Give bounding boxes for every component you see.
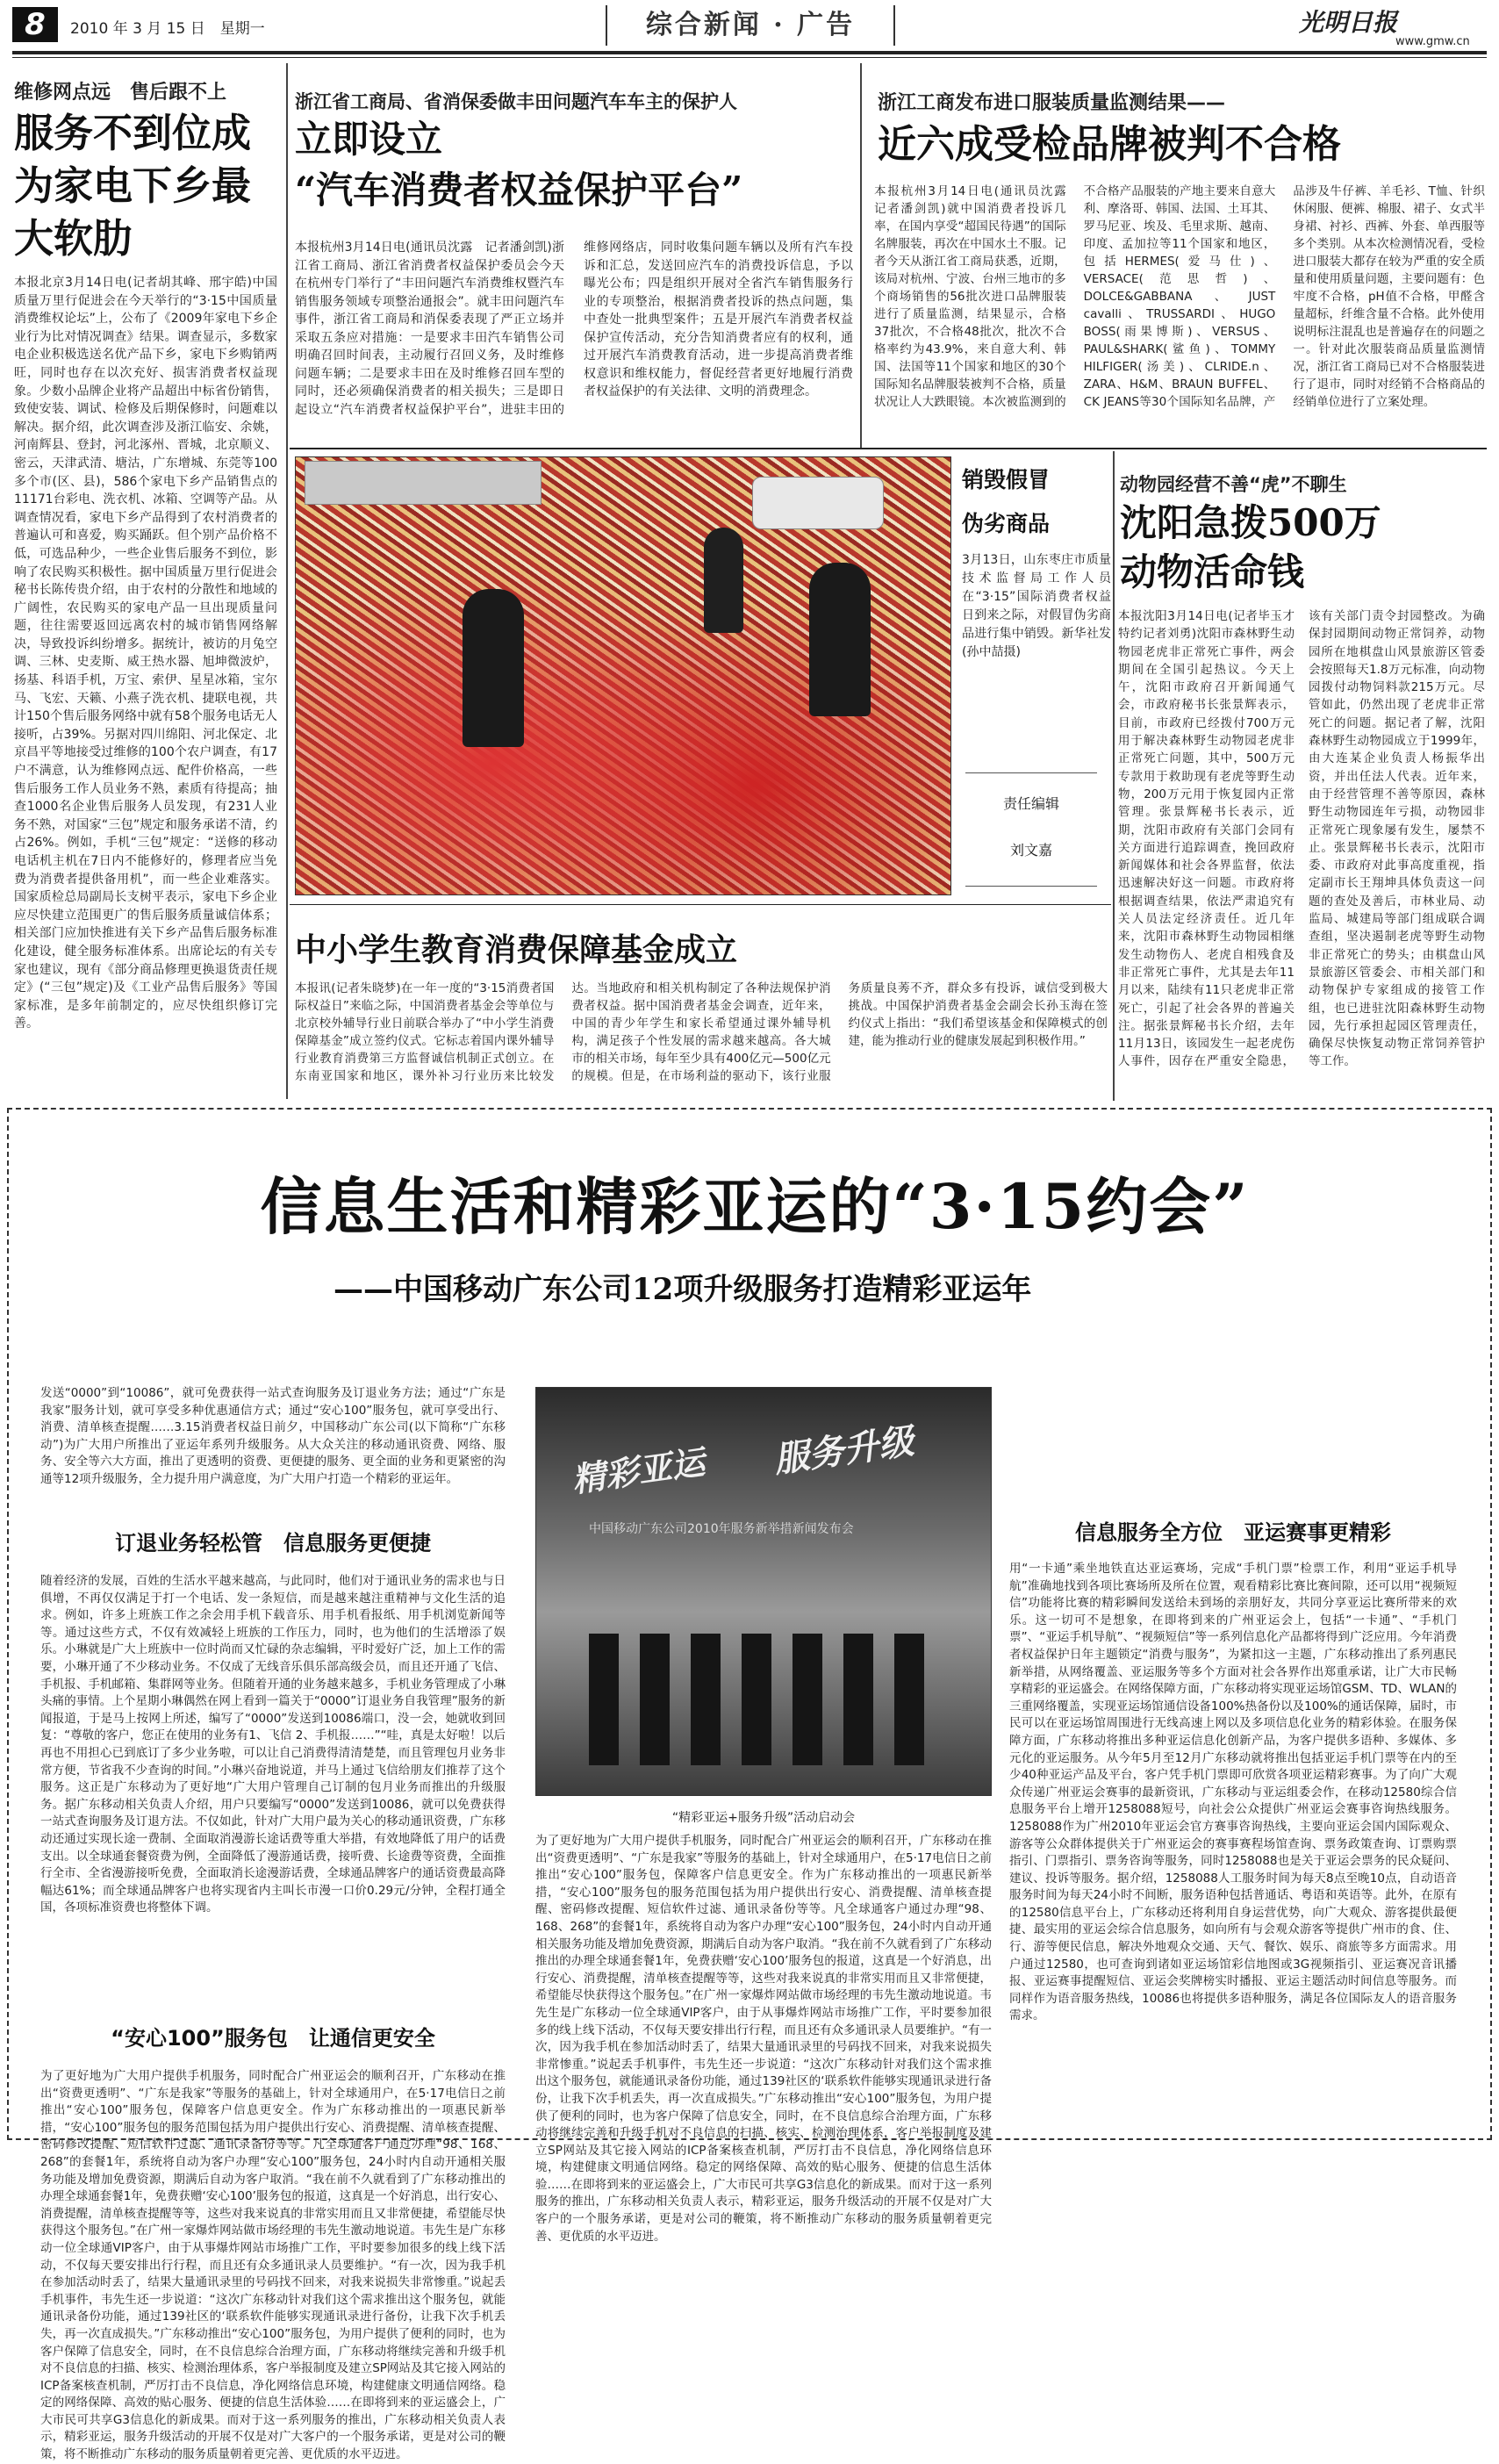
clothing-kicker: 浙江工商发布进口服装质量监测结果—— xyxy=(878,92,1226,114)
photo-banner-sub: 中国移动广东公司2010年服务新举措新闻发布会 xyxy=(589,1522,854,1536)
left-article-kicker: 维修网点远 售后跟不上 xyxy=(14,82,227,104)
photo-caption-text: 3月13日，山东枣庄市质量技术监督局工作人员在“3·15”国际消费者权益日到来之际，对假冒伪劣商品进行集中销毁。新华社发(孙中喆摄) xyxy=(962,553,1111,659)
editor-label: 责任编辑 xyxy=(1002,795,1059,812)
advert-section3-body: 用“一卡通”乘坐地铁直达亚运赛场，完成“手机门票”检票工作，利用“亚运手机导航”准确地找到各项比赛场所及所在位置，观看精彩比赛比赛间隙，还可以用“视频短信”功能将比赛的精彩瞬间发送给未到场的亲朋好友，共同分享亚运比赛所带来的欢乐。这一切可不是想象，在即将到来的广州亚运会上，包括“一卡通”、“手机门票”、“亚运手机导航”、“视频短信”等一系列信息化产品都将得到广泛应用。今年消费者权益保护日年主题锁定“消费与服务”，为紧扣这一主题，广东移动推出了系列惠民新举措，从网络覆盖、亚运服务等多个方面对社会各界作出郑重承诺，让广大市民畅享精彩的亚运盛会。在网络保障方面，广东移动将实现亚运场馆GSM、TD、WLAN的三重网络覆盖，实现亚运场馆通信设备100%热备份以及100%的通话保障，届时，市民可以在亚运场馆周围进行无线高速上网以及多项信息化业务的精彩体验。在服务保障方面，广东移动将推出多种亚运信息化创新产品，为客户提供多语种、多媒体、多元化的亚运服务。从今年5月至12月广东移动就将推出包括亚运手机门票等在内的至少40种亚运产品及平台，客户凭手机门票即可欣赏各项亚运精彩赛事。为了向广大观众传递广州亚运会赛事的最新资讯，广东移动与亚运组委会作，在移动12580综合信息服务平台上增开1258088短号，向社会公众提供广州亚运会赛事咨询热线服务。1258088作为广州2010年亚运会官方赛事咨询热线，主要向亚运会国内国际观众、游客等公众群体提供关于广州亚运会的赛事赛程场馆查询、票务政策查询、订票购票指引、门票指引、票务咨询等服务，同时1258088也是关于亚运会票务的民众疑问、建议、投诉等服务。据介绍，1258088人工服务时间为每天8点至晚10点，自动语音服务时间为每天24小时不间断，服务语种包括普通话、粤语和英语等。此外，在原有的12580信息平台上，广东移动还将利用自身运营优势，向广大观众、游客提供最便捷、最实用的亚运会综合信息服务，如向所有与会观众游客等提供广州市的食、住、行、游等便民信息，解决外地观众交通、天气、餐饮、娱乐、商旅等多方面需求。用户通过12580，也可查询到诸如亚运场馆彩信地图或3G视频指引、亚运赛况音讯播报、亚运赛事提醒短信、亚运会奖牌榜实时播报、亚运主题活动时间信息等服务。而同样作为语音服务热线，10086也将提供多语种服务，满足各位国际友人的语音服务需求。 xyxy=(1009,1562,1457,2023)
editor-name: 刘文嘉 xyxy=(1009,842,1052,858)
advert-middle-text-content: 为了更好地为广大用户提供手机服务，同时配合广州亚运会的顺利召开，广东移动在推出“资费更透明”、“广东是我家”等服务的基础上，针对全球通用户，在5·17电信日之前推出“安心100”服务包，保障客户信息更安全。作为广东移动推出的一项惠民新举措，“安心100”服务包的服务范围包括为用户提供出行安心、消费提醒、清单核查提醒、密码修改提醒、短信软件过滤、通讯录备份等等。凡全球通客户通过办理“98、168、268”的套餐1年，系统将自动为客户办理“安心100”服务包，24小时内自动开通相关服务功能及增加免费资源，期满后自动为客户取消。“我在前不久就看到了广东移动推出的办理全球通套餐1年，免费获赠‘安心100’服务包的报道，这真是一个好消息，出行安心、消费提醒，清单核查提醒等等，这些对我来说真的非常实用而且又非常便捷，希望能尽快获得这个服务包。”在广州一家爆炸网站做市场经理的韦先生激动地说道。韦先生是广东移动一位全球通VIP客户，由于从事爆炸网站市场推广工作，平时要参加很多的线上线下活动，不仅每天要安排出行行程，而且还有众多通讯录人员要维护。“有一次，因为我手机在参加活动时丢了，结果大量通讯录里的号码找不回来，对我来说损失非常惨重。”说起丢手机事件，韦先生还一步说道：“这次广东移动针对我们这个需求推出这个服务包，就能通讯录备份功能，通过139社区的‘联系软件能够实现通讯录进行备份，让我下次手机丢失，再一次直成损失。”广东移动推出“安心100”服务包，为用户提供了便利的同时，也为客户保障了信息安全，同时，在不良信息综合治理方面，广东移动将继续完善和升级手机对不良信息的扫描、核实、检测治理体系，客户举报制度及建立SP网站及其它接入网站的ICP备案核查机制，严厉打击不良信息，净化网络信息环境，构建健康文明通信网络。稳定的网络保障、高效的贴心服务、便捷的信息生活体验……在即将到来的亚运盛会上，广大市民可共享G3信息化的新成果。而对于这一系列服务的推出，广东移动相关负责人表示，精彩亚运，服务升级活动的开展不仅是对广大客户的一个服务承诺，更是对公司的鞭策，将不断推动广东移动的服务质量朝着更完善、更优质的水平迈进。 xyxy=(535,1834,992,2244)
education-headline: 中小学生教育消费保障基金成立 xyxy=(295,931,738,968)
advert-section1-body: 随着经济的发展，百姓的生活水平越来越高，与此同时，他们对于通讯业务的需求也与日俱增，不再仅仅满足于打一个电话、发一条短信，而是越来越注重精神与文化生活的追求。例如，许多上班族工作之余会用手机下载音乐、用手机看报纸、用手机浏览新闻等等。通过这些方式，不仅有效减轻上班族的工作压力，同时，也为他们的生活增添了娱乐。小琳就是广大上班族中一位时尚而又忙碌的杂志编辑，平时爱好广泛，加上工作的需要，小琳开通了不少移动业务。不仅成了无线音乐俱乐部高级会员，而且还开通了飞信、手机报、手机邮箱、集群网等业务。但随着开通的业务越来越多，手机业务管理成了小琳头痛的事情。上个星期小琳偶然在网上看到一篇关于“0000”订退业务自我管理”服务的新闻报道，于是马上按网上所述，编写了“0000”发送到10086端口，没一会，她就收到回复：“尊敬的客户，您正在使用的业务有1、飞信 2、手机报……”“哇，真是太好啦！以后再也不用担心已到底订了多少业务啦，可以让自己消费得清清楚楚，而且管理包月业务非常方便，节省我不少查询的时间。”小琳兴奋地说道，并马上通过飞信给朋友们推荐了这个服务。这正是广东移动为了更好地“广大用户管理自己订制的包月业务而推出的升级服务。据广东移动相关负责人介绍，用户只要编写“0000”发送到10086，就可以免费获得一站式查询服务及订退方法。不仅如此，针对广大用户最为关心的移动通讯资费，广东移动还通过实现长途一费制、全面取消漫游长途话费等重大举措，有效地降低了用户的话费支出。以全球通套餐资费为例，全面降低了漫游通话费，接听费、长途费等资费，全面推行全市、全省漫游接听免费，全面取消长途漫游话费，全球通品牌客户的通话资费最高降幅达61%；而全球通品牌客户也将实现省内主叫长市漫一口价0.29元/分钟，全程打通全国，各项标准资费也将整体下调。 xyxy=(40,1574,506,1915)
photo-worker-3 xyxy=(809,563,871,716)
zhejiang-car-body: 本报杭州3月14日电(通讯员沈露 记者潘剑凯)浙江省工商局、浙江省消费者权益保护委员会今天在杭州专门举行了“丰田问题汽车消费维权暨汽车销售服务领域专项整治通报会”。就丰田问题汽车事件，浙江省工商局和消保委表现了严正立场并采取五条应对措施：一是要求丰田汽车销售公司明确召回时间表，主动履行召回义务，及时维修问题车辆；二是要求丰田在及时维修召回车型的同时，还必须确保消费者的相关损失；三是即日起设立“汽车消费者权益保护平台”，进驻丰田的维修网络店，同时收集问题车辆以及所有汽车投诉和汇总，发送回应汽车的消费投诉信息，予以曝光公布；四是组织开展对全省汽车销售服务行业的专项整治，根据消费者投诉的热点问题，集中查处一批典型案件；五是开展汽车消费者权益保护宣传活动，充分告知消费者应有的权利，通过开展汽车消费教育活动，进一步提高消费者维权意识和维权能力，督促经营者更好地履行消费者权益保护的有关法律、文明的消费理念。 xyxy=(295,241,853,417)
section-title-text: 综合新闻 · 广告 xyxy=(645,10,856,40)
clothing-headline: 近六成受检品牌被判不合格 xyxy=(878,122,1341,167)
masthead-rule-thin xyxy=(12,57,1487,58)
destruction-photo xyxy=(295,456,951,895)
page-number-box xyxy=(12,7,58,42)
advert-section2-body: 为了更好地为广大用户提供手机服务，同时配合广州亚运会的顺利召开，广东移动在推出“资费更透明”、“广东是我家”等服务的基础上，针对全球通用户，在5·17电信日之前推出“安心100”服务包，保障客户信息更安全。作为广东移动推出的一项惠民新举措，“安心100”服务包的服务范围包括为用户提供出行安心、消费提醒、清单核查提醒、密码修改提醒、短信软件过滤、通讯录备份等等。凡全球通客户通过办理“98、168、268”的套餐1年，系统将自动为客户办理“安心100”服务包，24小时内自动开通相关服务功能及增加免费资源，期满后自动为客户取消。“我在前不久就看到了广东移动推出的办理全球通套餐1年，免费获赠‘安心100’服务包的报道，这真是一个好消息，出行安心、消费提醒，清单核查提醒等等，这些对我来说真的非常实用而且又非常便捷，希望能尽快获得这个服务包。”在广州一家爆炸网站做市场经理的韦先生激动地说道。韦先生是广东移动一位全球通VIP客户，由于从事爆炸网站市场推广工作，平时要参加很多的线上线下活动，不仅每天要安排出行行程，而且还有众多通讯录人员要维护。“有一次，因为我手机在参加活动时丢了，结果大量通讯录里的号码找不回来，对我来说损失非常惨重。”说起丢手机事件，韦先生还一步说道：“这次广东移动针对我们这个需求推出这个服务包，就能通讯录备份功能，通过139社区的‘联系软件能够实现通讯录进行备份，让我下次手机丢失，再一次直成损失。”广东移动推出“安心100”服务包，为用户提供了便利的同时，也为客户保障了信息安全，同时，在不良信息综合治理方面，广东移动将继续完善和升级手机对不良信息的扫描、核实、检测治理体系，客户举报制度及建立SP网站及其它接入网站的ICP备案核查机制，严厉打击不良信息，净化网络信息环境，构建健康文明通信网络。稳定的网络保障、高效的贴心服务、便捷的信息生活体验……在即将到来的亚运盛会上，广大市民可共享G3信息化的新成果。而对于这一系列服务的推出，广东移动相关负责人表示，精彩亚运，服务升级活动的开展不仅是对广大客户的一个服务承诺，更是对公司的鞭策，将不断推动广东移动的服务质量朝着更完善、更优质的水平迈进。 xyxy=(40,2069,506,2462)
photo-worker-1 xyxy=(463,589,524,747)
advert-right-border xyxy=(1490,1108,1492,2140)
left-article-body: 本报北京3月14日电(记者胡其峰、邢宇皓)中国质量万里行促进会在今天举行的“3·15中国质量消费维权论坛”上，公布了《2009年家电下乡企业行为比对情况调查》结果。调查显示，多数家电企业积极选送名优产品下乡，家电下乡购销两旺，同时也存在以次充好、损害消费者权益现象。少数小品牌企业将产品超出中标省份销售，致使安装、调试、检修及后期保修时，问题难以解决。据介绍，此次调查涉及浙江临安、余姚，河南辉县、登封，河北涿州、晋城，北京顺义、密云，天津武清、塘沽，广东增城、东莞等100多个市(区、县)，586个家电下乡产品销售点的11171台彩电、洗衣机、冰箱、空调等产品。从调查情况看，家电下乡产品得到了农村消费者的普遍认可和喜爱，购买踊跃。但个别产品价格不低，可选品种少，一些企业售后服务不到位，影响了农民购买积极性。据中国质量万里行促进会秘书长陈传贵介绍，由于农村的分散性和地域的广阔性，农民购买的家电产品一旦出现质量问题，往往需要返回远离农村的城市销售网络解决，导致投诉纠纷增多。据统计，被访的月兔空调、三林、史麦斯、威王热水器、旭坤微波炉，扬基、科语手机，万宝、索伊、星星冰箱，宝尔马、飞宏、天籁、小燕子洗衣机、捷联电视，共计150个售后服务网络中就有58个服务电话无人接听，占39%。另据对四川绵阳、河北保定、北京昌平等地接受过维修的100个农户调查，有17户不满意，认为维修网点远、配件价格高，一些售后服务工作人员业务不熟，素质有待提高；抽查1000名企业售后服务人员发现，有231人业务不熟，对国家“三包”规定和服务承诺不清，约占26%。例如，手机“三包”规定：“送修的移动电话机主机在7日内不能修好的，修理者应当免费为消费者提供备用机”，而一些企业难落实。国家质检总局副局长支树平表示，家电下乡企业应尽快建立范围更广的售后服务质量诚信体系；相关部门应加快推进有关下乡产品售后服务标准化建设，健全服务标准体系。出席论坛的有关专家也建议，现有《部分商品修理更换退货责任规定》(“三包”规定)及《工业产品售后服务》等国家标准，是多年前制定的，应尽快组织修订完善。 xyxy=(14,276,277,1031)
photo-worker-2 xyxy=(704,528,743,633)
upper-rule xyxy=(290,448,1487,449)
advert-section3-title: 信息服务全方位 亚运赛事更精彩 xyxy=(1075,1520,1391,1545)
left-article-headline: 服务不到位成为家电下乡最大软肋 xyxy=(14,110,252,262)
mid-column-rule xyxy=(860,63,862,449)
launch-event-photo xyxy=(535,1387,992,1796)
zhejiang-car-headline-1: 立即设立 xyxy=(295,118,443,161)
masthead-rule xyxy=(12,51,1487,54)
advert-photo-caption: “精彩亚运+服务升级”活动启动会 xyxy=(671,1811,856,1825)
shenyang-headline-2: 动物活命钱 xyxy=(1120,550,1305,593)
editor-box xyxy=(965,772,1097,887)
shenyang-headline-1: 沈阳急拨500万 xyxy=(1120,501,1381,544)
photo-caption-title-2: 伪劣商品 xyxy=(962,511,1051,536)
paper-url: www.gmw.cn xyxy=(1395,35,1470,48)
shenyang-body: 本报沈阳3月14日电(记者毕玉才 特约记者刘勇)沈阳市森林野生动物园老虎非正常死亡事件，两会期间在全国引起热议。今天上午，沈阳市政府召开新闻通气会，市政府秘书长张景辉表示，目前，市政府已经拨付700万元用于解决森林野生动物园老虎非正常死亡问题，其中，500万元专款用于救助现有老虎等野生动物，200万元用于恢复园内正常管理。张景辉秘书长表示，近期，沈阳市政府有关部门会同有关方面进行追踪调查，挽回政府新闻媒体和社会各界监督，依法迅速解决好这一问题。市政府将根据调查结果，依法严肃追究有关人员法定经济责任。近几年来，沈阳市森林野生动物园相继发生动物伤人、老虎自相残食及非正常死亡事件，尤其是去年11月以来，陆续有11只老虎非正常死亡，引起了社会各界的普遍关注。据张景辉秘书长介绍，去年11月13日，该园发生一起老虎伤人事件，因存在严重安全隐患，该有关部门责令封园整改。为确保封园期间动物正常饲养，动物园所在地棋盘山风景旅游区管委会按照每天1.8万元标准，向动物园拨付动物饲料款215万元。尽管如此，仍然出现了老虎非正常死亡的问题。据记者了解，沈阳森林野生动物园成立于1999年，由大连某企业负责人杨振华出资，并出任法人代表。近年来，由于经营管理不善等原因，森林野生动物园连年亏损，动物园非正常死亡现象屡有发生，屡禁不止。张景辉秘书长表示，沈阳市委、市政府对此事高度重视，指定副市长王翔坤具体负责这一问题的查处及善后，市林业局、动监局、城建局等部门组成联合调查组，坚决遏制老虎等野生动物非正常死亡的势头；由棋盘山风景旅游区管委会、市相关部门和动物保护专家组成的接管工作组，也已进驻沈阳森林野生动物园，先行承担起园区管理责任，确保尽快恢复动物正常饲养管护等工作。 xyxy=(1118,609,1485,1069)
zhejiang-car-kicker: 浙江省工商局、省消保委做丰田问题汽车车主的保护人 xyxy=(295,91,737,112)
education-body: 本报讯(记者朱晓梦)在一年一度的“3·15消费者国际权益日”来临之际，中国消费者基金会等单位与北京校外辅导行业日前联合举办了“中小学生消费保障基金”成立签约仪式。它标志着国内课外辅导行业教育消费第三方监督诚信机制正式创立。在东南亚国家和地区，课外补习行业历来比较发达。当地政府和相关机构制定了各种法规保护消费者权益。据中国消费者基金会调查，近年来，中国的青少年学生和家长希望通过课外辅导机构，满足孩子个性发展的需求越来越高。各大城市的相关市场，每年至少具有400亿元—500亿元的规模。但是，在市场利益的驱动下，该行业服务质量良莠不齐，群众多有投诉，诚信受到极大挑战。中国保护消费者基金会副会长孙玉海在签约仪式上指出：“我们希望该基金和保障模式的创建，能为推动行业的健康发展起到积极作用。” xyxy=(295,981,1108,1083)
photo-signboard xyxy=(305,461,542,505)
advert-middle-text xyxy=(535,1833,992,2244)
advert-top-border xyxy=(7,1108,1492,1110)
shenyang-kicker: 动物园经营不善“虎”不聊生 xyxy=(1120,474,1347,495)
section-title xyxy=(606,5,895,46)
left-column-rule xyxy=(286,63,288,1099)
education-top-rule xyxy=(290,904,1111,905)
page-number: 8 xyxy=(25,7,46,42)
advert-headline: 信息生活和精彩亚运的“3·15约会” xyxy=(260,1170,1250,1243)
photo-stage-people xyxy=(589,1634,940,1765)
issue-date: 2010 年 3 月 15 日 星期一 xyxy=(70,20,265,38)
photo-banner-line2: 服务升级 xyxy=(771,1421,916,1481)
advert-left-border xyxy=(7,1108,9,2140)
photo-banner-line1: 精彩亚运 xyxy=(570,1442,707,1500)
advert-subheadline: ——中国移动广东公司12项升级服务打造精彩亚运年 xyxy=(334,1272,1032,1307)
photo-caption-title-1: 销毁假冒 xyxy=(962,467,1051,492)
advert-section1-title: 订退业务轻松管 信息服务更便捷 xyxy=(115,1531,431,1555)
shenyang-rule xyxy=(1113,451,1115,1101)
paper-name: 光明日报 xyxy=(1299,8,1398,37)
advert-intro: 发送“0000”到“10086”，就可免费获得一站式查询服务及订退业务方法；通过“广东是我家”服务计划，就可享受多种优惠通信方式；通过“安心100”服务包，就可享受出行、消费、清单核查提醒……3.15消费者权益日前夕，中国移动广东公司(以下简称“广东移动”)为广大用户所推出了亚运年系列升级服务。从大众关注的移动通讯资费、网络、服务、安全等六大方面，推出了更透明的资费、更便捷的服务、更全面的业务和更紧密的沟通等12项升级服务，全力提升用户满意度，为广大用户打造一个精彩的亚运年。 xyxy=(40,1386,506,1486)
photo-car xyxy=(752,477,884,529)
advert-section2-title: “安心100”服务包 让通信更安全 xyxy=(111,2026,435,2051)
zhejiang-car-headline-2: “汽车消费者权益保护平台” xyxy=(295,169,743,212)
clothing-body: 本报杭州3月14日电(通讯员沈露 记者潘剑凯)就中国消费者投诉几率，在国内享受“超国民待遇”的国际名牌服装，再次在中国水土不服。记者今天从浙江省工商局获悉，近期，该局对杭州、宁波、台州三地市的多个商场销售的56批次进口品牌服装进行了质量监测，结果显示，合格37批次，不合格48批次，批次不合格率约为43.9%，来自意大利、韩国、法国等11个国家和地区的30个国际知名品牌服装被判不合格，质量状况让人大跌眼镜。本次被监测到的不合格产品服装的产地主要来自意大利、摩洛哥、韩国、法国、土耳其、罗马尼亚、埃及、毛里求斯、越南、印度、孟加拉等11个国家和地区，包括HERMES(爱马仕)、VERSACE(范思哲)、DOLCE&GABBANA、JUST cavalli、TRUSSARDI、HUGO BOSS(雨果博斯)、VERSUS、PAUL&SHARK(鲨鱼)、TOMMY HILFIGER(汤美)、CLRIDE.n、ZARA、H&M、BRAUN BUFFEL、CK JEANS等30个国际知名品牌，产品涉及牛仔裤、羊毛衫、T恤、针织休闲服、便裤、棉服、裙子、女式半身裙、衬衫、西裤、外套、单西服等多个类别。从本次检测情况看，受检进口服装大都存在较为严重的安全质量和使用质量问题，主要问题有：色牢度不合格，pH值不合格，甲醛含量超标，纤维含量不合格。此外使用说明标注混乱也是普遍存在的问题之一。针对此次服装商品质量监测情况，浙江省工商局已对不合格服装进行了退市，同时对经销不合格商品的经销单位进行了立案处理。 xyxy=(874,184,1485,409)
